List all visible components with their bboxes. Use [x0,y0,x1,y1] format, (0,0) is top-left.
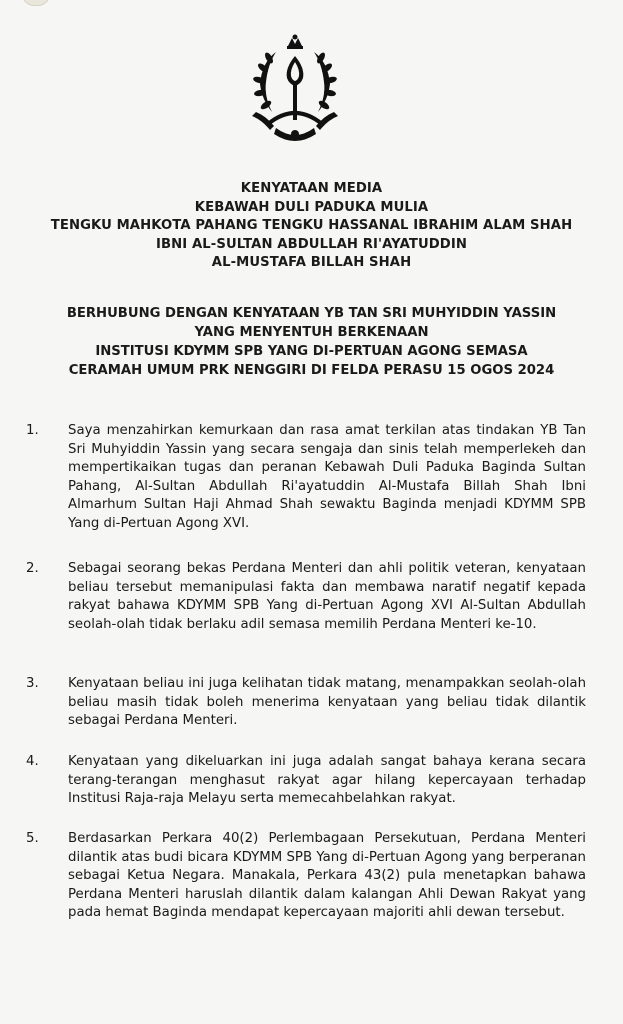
royal-crest-icon [236,32,354,150]
numbered-paragraph [26,422,586,533]
numbered-paragraph [26,753,586,809]
paragraph-text: Berdasarkan Perkara 40(2) Perlembagaan Persekutuan, Perdana Menteri dilantik atas budi bicara KDYMM SPB Yang di-Pertuan Agong yang berperanan sebagai Ketua Negara. Manakala, Perkara 43(2) pula menetapkan bahawa Perdana Menteri haruslah dilantik dalam kalangan Ahli Dewan Rakyat yang pada hemat Baginda mendapat kepercayaan majoriti ahli dewan tersebut. [68,831,586,920]
paragraph-text: Sebagai seorang bekas Perdana Menteri dan ahli politik veteran, kenyataan beliau tersebut memanipulasi fakta dan membawa naratif negatif kepada rakyat bahawa KDYMM SPB Yang di-Pertuan Agong XVI Al-Sultan Abdullah seolah-olah tidak berlaku adil semasa memilih Perdana Menteri ke-10. [68,561,586,632]
subject-line: BERHUBUNG DENGAN KENYATAAN YB TAN SRI MUHYIDDIN YASSIN [66,306,557,321]
paragraph-text: Kenyataan yang dikeluarkan ini juga adalah sangat bahaya kerana secara terang-terangan menghasut rakyat agar hilang kepercayaan terhadap Institusi Raja-raja Melayu serta memecahbelahkan rakyat. [68,754,586,806]
paragraph-number: 4. [26,754,39,769]
paragraph-number: 3. [26,676,39,691]
statement-subject [18,304,605,380]
paragraph-text: Saya menzahirkan kemurkaan dan rasa amat terkilan atas tindakan YB Tan Sri Muhyiddin Yassin yang secara sengaja dan sinis telah memperlekeh dan mempertikaikan tugas dan peranan Kebawah Duli Paduka Baginda Sultan Pahang, Al-Sultan Abdullah Ri'ayatuddin Al-Mustafa Billah Shah Ibni Almarhum Sultan Haji Ahmad Shah sewaktu Baginda menjadi KDYMM SPB Yang di-Pertuan Agong XVI. [68,423,586,531]
header-line: KENYATAAN MEDIA [240,181,383,196]
header-line: TENGKU MAHKOTA PAHANG TENGKU HASSANAL IBRAHIM ALAM SHAH [50,218,573,233]
subject-line: CERAMAH UMUM PRK NENGGIRI DI FELDA PERASU 15 OGOS 2024 [68,363,555,378]
numbered-paragraph [26,560,586,634]
numbered-paragraph [26,675,586,731]
header-line: KEBAWAH DULI PADUKA MULIA [194,199,429,215]
numbered-paragraph [26,830,586,923]
subject-line: INSTITUSI KDYMM SPB YANG DI-PERTUAN AGONG SEMASA [95,344,528,359]
paragraph-number: 2. [26,561,39,576]
paragraph-text: Kenyataan beliau ini juga kelihatan tidak matang, menampakkan seolah-olah beliau masih tidak boleh menerima kenyataan yang beliau tidak dilantik sebagai Perdana Menteri. [68,676,586,728]
corner-badge [22,0,50,6]
header-line: IBNI AL-SULTAN ABDULLAH RI'AYATUDDIN [155,236,467,252]
header-line: AL-MUSTAFA BILLAH SHAH [211,255,412,270]
paragraph-number: 5. [26,831,39,846]
subject-line: YANG MENYENTUH BERKENAAN [194,325,429,340]
paragraph-number: 1. [26,423,39,438]
statement-header [18,180,605,273]
